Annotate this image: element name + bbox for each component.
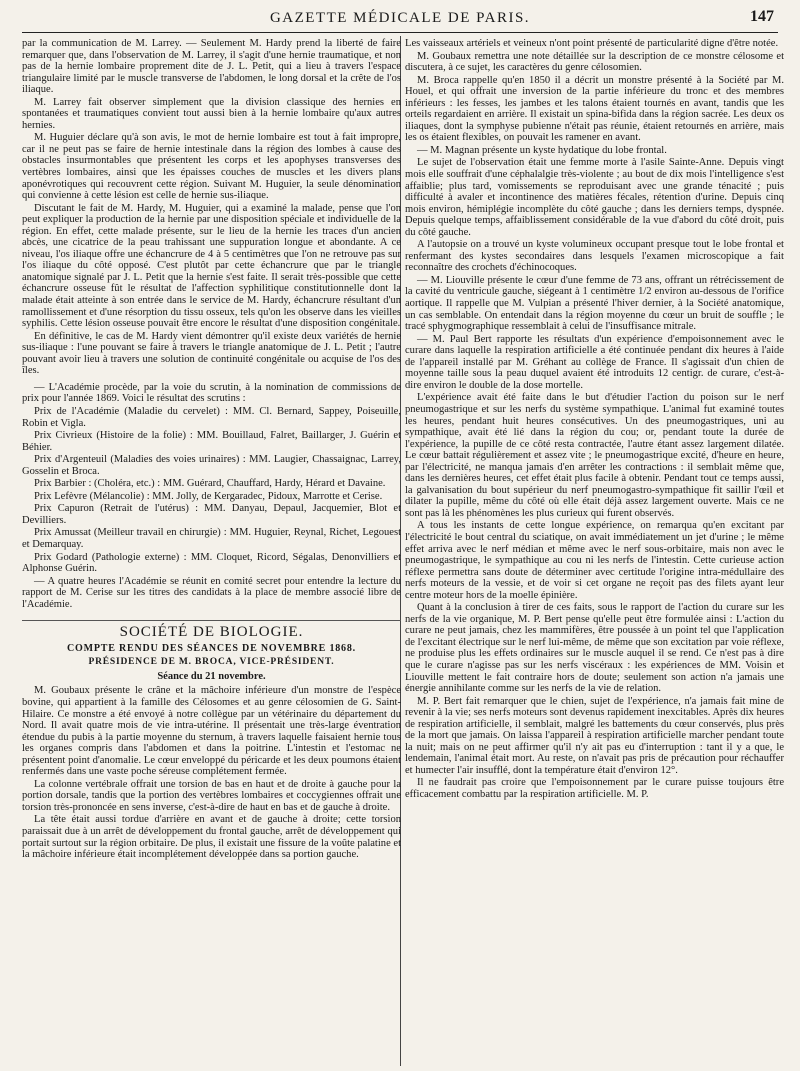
paragraph: — M. Paul Bert rapporte les résultats d'un expérience d'empoisonnement avec le curare dans laquelle la respiration artificielle a été continuée pendant dix heures à l'aide de l'appareil installé par M. Gréhant au collège de France. Il s'agissait d'un chien de moyenne taille sous la peau duquel avaient été introduits 12 centigr. de curare, c'est-à-dire environ le double de la dose mortelle. [405, 333, 784, 391]
paragraph: M. Huguier déclare qu'à son avis, le mot de hernie lombaire est tout à fait impropre, car il ne peut pas se faire de hernie intestinale dans la région des lombes à cause des obstacles insurmontables que présentent les corps et les apophyses transverses des vertèbres lombaires, ainsi que les épaisses couches de muscles et les divers plans aponévrotiques qui recouvrent cette région. Suivant M. Huguier, la seule dénomination qui convienne à cette lésion est celle de hernie sus-iliaque. [22, 132, 401, 202]
prize-commission: Prix de l'Académie (Maladie du cervelet) : MM. Cl. Bernard, Sappey, Poiseuille, Robin et Vigla. [22, 405, 401, 429]
paragraph: La tête était aussi tordue d'arrière en avant et de gauche à droite; cette torsion paraissait due à un arrêt de développement du frontal gauche, arrêt de développement qui portait surtout sur la région orbitaire. De plus, il existait une fissure de la voûte palatine et la mâchoire inférieure était incomplétement développée dans sa portion gauche. [22, 814, 401, 861]
paragraph: M. P. Bert fait remarquer que le chien, sujet de l'expérience, n'a jamais fait mine de revenir à la vie; ses nerfs moteurs sont devenus rapidement inexcitables. Après dix heures de respiration artificielle, il semblait, malgré les battements du cœur conservés, plus près de la mort que jamais. On laissa l'appareil à respiration artificielle marcher pendant toute la nuit; mais on ne peut affirmer qu'il n'y ait pas eu d'interruption : tant il y a que, le lendemain, l'animal était mort. Au reste, on n'avait pas pris de précaution pour réchauffer et humecter l'air insufflé, dont la température était d'environ 12°. [405, 695, 784, 776]
prize-commission: Prix Capuron (Retrait de l'utérus) : MM. Danyau, Depaul, Jacquemier, Blot et Devilliers. [22, 503, 401, 526]
paragraph: Quant à la conclusion à tirer de ces faits, sous le rapport de l'action du curare sur les nerfs de la vie organique, M. P. Bert pense qu'elle peut être formulée ainsi : L'action du curare ne peut jamais, chez les mammifères, être poussée à un point tel que l'application de l'excitant électrique sur le nerf lui-même, de même que son excitation par voie réflexe, ne produise plus les effets ordinaires sur le muscle auquel il se rend. Ce n'est pas à dire que le curare n'agisse pas sur les nerfs viscéraux : les expériences de MM. Voisin et Liouville mettent le fait contraire hors de doute; seulement son action n'a jamais une énergie annihilante comme sur les nerfs de la vie de relation. [405, 602, 784, 695]
paragraph: L'expérience avait été faite dans le but d'étudier l'action du poison sur le nerf pneumogastrique et sur les nerfs du système sympathique. L'animal fut examiné toutes les heures, pendant huit heures consécutives. Un des pneumogastriques, uni au sympathique, avait été lié dans la région du cou; or, pendant toute la durée de l'expérience, la pupille de ce côté resta contractée, l'autre étant assez largement dilatée. Le cœur battait régulièrement et assez vite ; le pneumogastrique excité, d'heure en heure, par l'électricité, ne manqua jamais d'en arrêter les contractions : il semblait même que, dans les dernières heures, cet effet était plus facile à obtenir. Pendant tout ce temps aussi, la galvanisation du bout supérieur du nerf pneumogastro-sympathique fit saillir l'œil et dilater la pupille, même du côté où elle était déjà assez largement ouverte. Mais ce ne sont pas là les phénomènes les plus curieux qui furent observés. [405, 392, 784, 519]
paragraph: En définitive, le cas de M. Hardy vient démontrer qu'il existe deux variétés de hernie sus-iliaque : l'une pouvant se faire à travers le triangle anatomique de J. L. Petit ; l'autre pouvant avoir lieu à travers une solution de continuité congénitale ou acquise de l'os des îles. [22, 330, 401, 377]
prize-commission: Prix Amussat (Meilleur travail en chirurgie) : MM. Huguier, Reynal, Richet, Legouest et Demarquay. [22, 527, 401, 550]
journal-title: GAZETTE MÉDICALE DE PARIS. [269, 10, 531, 26]
paragraph: M. Larrey fait observer simplement que la division classique des hernies en spontanées et traumatiques convient tout aussi bien à la hernie lombaire qu'aux autres hernies. [22, 96, 401, 131]
paragraph: Les vaisseaux artériels et veineux n'ont point présenté de particularité digne d'être notée. [405, 38, 779, 49]
paragraph: par la communication de M. Larrey. — Seulement M. Hardy prend la liberté de faire remarquer que, dans l'observation de M. Larrey, il s'agit d'une hernie traumatique, et non pas de la hernie lombaire proprement dite de J. L. Petit, qui a lieu à travers l'espace triangulaire limité par le muscle transverse de l'abdomen, le long dorsal et la crête de l'os iliaque. [22, 38, 401, 96]
paragraph: Discutant le fait de M. Hardy, M. Huguier, qui a examiné la malade, pense que l'on peut expliquer la production de la hernie par une disposition spéciale et individuelle de la région. En effet, cette malade présente, sur le lieu de la hernie les traces d'un ancien abcès, une cicatrice de la peau trahissant une suppuration longue et abondante. A ce niveau, l'os iliaque offre une échancrure de 4 à 5 centimètres que l'on ne retrouve pas sur l'os iliaque du côté opposé. C'est plutôt par cette échancrure que par le triangle anatomique signalé par J. L. Petit que la hernie s'est faite. Il serait très-possible que cette échancrure osseuse fût le résultat de l'affection syphilitique constitutionnelle dont la malade était atteinte à son entrée dans le service de M. Hardy, échancrure résultant d'un ramollissement et d'une résorption du tissu osseux, tels qu'on les observe dans les vieilles syphilis. Cette lésion osseuse pouvait être encore le résultat d'une disposition congénitale. [22, 202, 401, 330]
paragraph: — A quatre heures l'Académie se réunit en comité secret pour entendre la lecture du rapport de M. Cerise sur les titres des candidats à la place de membre associé libre de l'Académie. [22, 575, 401, 610]
paragraph: Le sujet de l'observation était une femme morte à l'asile Sainte-Anne. Depuis vingt mois elle souffrait d'une céphalalgie très-violente ; au bout de dix mois l'intelligence s'est affaiblie; plus tard, vomissements se reproduisant avec une grande ténacité ; puis difficulté à avaler et incontinence des matières fécales, rétention d'urine. Depuis cinq mois environ, hémiplégie incomplète du côté gauche ; dans les derniers temps, dyspnée. Depuis quelque temps, affaiblissement considérable de la vue d'abord du côté droit, puis du côté gauche. [405, 157, 784, 238]
report-title: COMPTE RENDU DES SÉANCES DE NOVEMBRE 1868. [67, 642, 356, 654]
page-number: 147 [750, 8, 774, 25]
prize-commission: Prix Lefèvre (Mélancolie) : MM. Jolly, de Kergaradec, Pidoux, Marrotte et Cerise. [34, 490, 383, 502]
prize-commission: Prix Godard (Pathologie externe) : MM. Cloquet, Ricord, Ségalas, Denonvilliers et Alphonse Guérin. [22, 551, 401, 575]
paragraph: Il ne faudrait pas croire que l'empoisonnement par le curare puisse toujours être efficacement combattu par la respiration artificielle. M. P. [405, 777, 784, 800]
paragraph: — M. Liouville présente le cœur d'une femme de 73 ans, offrant un rétrécissement de la cavité du ventricule gauche, siégeant à 1 centimètre 1/2 environ au-dessous de l'orifice aortique. Il rappelle que M. Vulpian a présenté l'hiver dernier, à la Société anatomique, un cas semblable. On entendait dans la région moyenne du cœur un bruit de souffle ; le tracé sphygmographique ressemblait à celui de l'insuffisance mitrale. [405, 274, 784, 333]
paragraph: — M. Magnan présente un kyste hydatique du lobe frontal. [417, 144, 667, 156]
presidency-line: PRÉSIDENCE DE M. BROCA, VICE-PRÉSIDENT. [88, 657, 335, 668]
prize-commission: Prix d'Argenteuil (Maladies des voies urinaires) : MM. Laugier, Chassaignac, Larrey, Gosselin et Broca. [22, 454, 401, 477]
left-column [22, 38, 401, 1066]
paragraph: M. Broca rappelle qu'en 1850 il a décrit un monstre présenté à la Société par M. Houel, et qui offrait une inversion de la partie inférieure du tronc et des membres inférieurs : les fesses, les jambes et les talons étaient tournés en avant, tandis que les orteils regardaient en arrière. Il existait un spina-bifida dans la région sacrée. Les deux os iliaques, dont la symphyse pubienne n'était pas réunie, étaient retournés en arrière, mais les os étaient flexibles, on pouvait les ramener en avant. [405, 74, 784, 144]
paragraph: M. Goubaux présente le crâne et la mâchoire inférieure d'un monstre de l'espèce bovine, qui appartient à la famille des Célosomes et au genre célosomien de G. Saint-Hilaire. Ce monstre a été envoyé à notre collègue par un vétérinaire du département du Nord. Il avait quatre mois de vie intra-utérine. Il présentait une très-large éventration étendue du pubis à la partie moyenne du sternum, à travers laquelle faisaient hernie tous les organes compris dans l'abdomen et dans la poitrine. L'intestin et l'estomac ne présentent point d'anomalie. Le cœur enveloppé du péricarde et les deux poumons étaient renfermés dans une vaste poche séreuse complétement fermée. [22, 685, 401, 778]
prize-commission: Prix Barbier : (Choléra, etc.) : MM. Guérard, Chauffard, Hardy, Hérard et Davaine. [34, 478, 386, 490]
paragraph: A l'autopsie on a trouvé un kyste volumineux occupant presque tout le lobe frontal et renfermant des kystes secondaires dans lesquels l'examen microscopique a fait reconnaître des crochets d'échinocoques. [405, 239, 784, 274]
paragraph: A tous les instants de cette longue expérience, on remarqua qu'en excitant par l'électricité le bout central du sciatique, on avait immédiatement un jet d'urine ; le même effet arriva avec le nerf médian et même avec le nerf sous-orbitaire, mais non avec le pneumogastrique, le sympathique au cou ni les nerfs de l'intestin. Cette curieuse action réflexe permettra sans doute de déterminer avec certitude l'origine intra-médullaire des nerfs moteurs de la vessie, et de voir si cet organe ne reçoit pas des filets ayant leur centre moteur hors de la moelle épinière. [405, 520, 784, 601]
right-column [405, 38, 784, 1066]
section-title: SOCIÉTÉ DE BIOLOGIE. [22, 620, 401, 639]
page-header [22, 6, 778, 30]
header-rule [22, 32, 778, 33]
prize-commission: Prix Civrieux (Histoire de la folie) : MM. Bouillaud, Falret, Baillarger, J. Guérin et Béhier. [22, 430, 401, 453]
paragraph: — L'Académie procède, par la voie du scrutin, à la nomination de commissions de prix pour l'année 1869. Voici le résultat des scrutins : [22, 381, 401, 405]
session-date: Séance du 21 novembre. [157, 670, 266, 682]
paragraph: La colonne vertébrale offrait une torsion de bas en haut et de droite à gauche pour la portion dorsale, tandis que la portion des vertèbres lombaires et coccygiennes offrait une torsion très-prononcée en sens inverse, c'est-à-dire de haut en bas et de gauche à droite. [22, 778, 401, 813]
paragraph: M. Goubaux remettra une note détaillée sur la description de ce monstre célosome et discutera, à ce sujet, les caractères du genre célosomien. [405, 50, 784, 74]
